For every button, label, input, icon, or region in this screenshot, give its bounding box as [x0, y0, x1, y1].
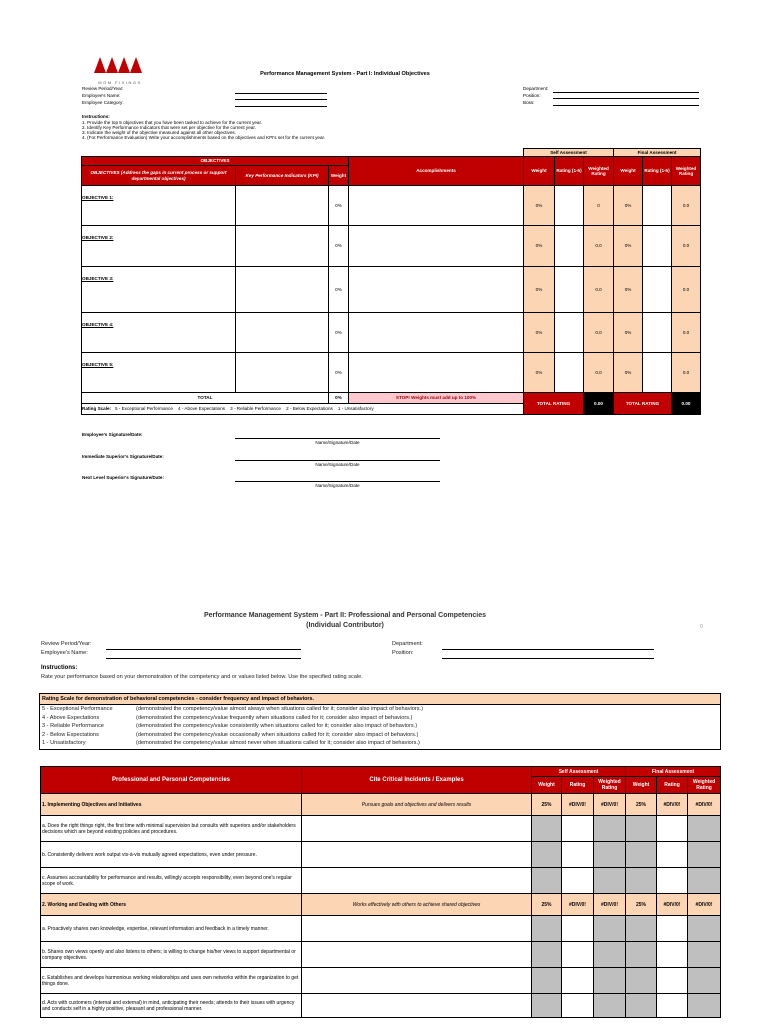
- p2-sa-rating-header: Rating: [562, 777, 594, 794]
- part2-title: Performance Management System - Part II: Professional and Personal Competencies: [203, 612, 487, 619]
- competency-item-text: c. Assumes accountability for performance and results, willingly accepts responsibility, even beyond one's regular scope of work.: [41, 868, 302, 894]
- fa-weighted-cell: [688, 842, 721, 868]
- fa-weighted-cell: [688, 816, 721, 842]
- scale-text-4: (demonstrated the competency/value frequently when situations called for it; consider also impact of behaviors.): [136, 714, 413, 721]
- section-sa-weight: 25%: [532, 794, 562, 816]
- sa-weight-cell: 0%: [524, 353, 555, 393]
- incidents-header: Cite Critical Incidents / Examples: [302, 767, 532, 794]
- sa-weight-cell: [532, 842, 562, 868]
- fa-weighted-cell: 0.0: [672, 353, 701, 393]
- scale-label-4: 4 - Above Expectations: [42, 714, 100, 721]
- objective-label: OBJECTIVE 2:: [82, 235, 114, 240]
- competency-section-row: [41, 894, 721, 916]
- sa-rating-input[interactable]: [562, 994, 594, 1018]
- fa-weighted-cell: 0.0: [672, 313, 701, 353]
- accomplishment-cell[interactable]: [349, 186, 524, 226]
- fa-weight-cell: [626, 816, 657, 842]
- competency-item-row: [41, 868, 721, 894]
- sa-total-rating-value: 0.00: [584, 393, 614, 415]
- scale-text-5: (demonstrated the competency/value almost always when situations called for it; consider also impact of behaviors.): [136, 706, 423, 712]
- superior-signature-line[interactable]: [235, 460, 440, 461]
- section-sa-rating: #DIV/0!: [562, 794, 594, 816]
- sa-weight-cell: [532, 816, 562, 842]
- part2-subtitle: (Individual Contributor): [306, 622, 384, 629]
- kpi-cell[interactable]: [236, 186, 329, 226]
- fa-weighted-cell: 0.0: [672, 226, 701, 267]
- scale-label-3: 3 - Reliable Performance: [42, 723, 104, 729]
- total-weight: 0%: [329, 393, 349, 404]
- sa-rating-cell[interactable]: [555, 186, 584, 226]
- competency-item-text: c. Establishes and develops harmonious working relationships and uses own networks within the organization to get things done.: [41, 968, 302, 994]
- field-review-period-input[interactable]: [235, 93, 327, 94]
- instruction-1: 1. Provide the top 5 objectives that you have been tasked to achieve for the current year.: [82, 120, 263, 125]
- fa-weighted-cell: 0.0: [672, 267, 701, 313]
- sa-rating-header: Rating (1-5): [555, 157, 584, 186]
- accomplishment-cell[interactable]: [349, 267, 524, 313]
- col-weight-header: Weight: [329, 166, 349, 186]
- fa-weight-cell: [626, 968, 657, 994]
- kpi-cell[interactable]: [236, 226, 329, 267]
- rating-scale-3: 3 - Reliable Performance: [230, 406, 281, 412]
- fa-weighted-cell: [688, 994, 721, 1018]
- weight-cell: 0%: [329, 313, 349, 353]
- weight-cell: 0%: [329, 186, 349, 226]
- fa-weighted-cell: [688, 868, 721, 894]
- company-logo: [92, 55, 148, 85]
- sa-weighted-cell: 0.0: [584, 313, 614, 353]
- weight-cell: 0%: [329, 267, 349, 313]
- superior-signature-caption: Name/Signature/Date: [315, 462, 360, 467]
- fa-weight-cell: 0%: [614, 186, 643, 226]
- section-fa-rating: #DIV/0!: [657, 794, 688, 816]
- fa-weight-cell: 0%: [614, 267, 643, 313]
- p2-employee-name-label: Employee's Name:: [41, 650, 88, 656]
- incident-input[interactable]: [302, 994, 532, 1018]
- fa-rating-input[interactable]: [657, 994, 688, 1018]
- employee-signature-caption: Name/Signature/Date: [315, 440, 360, 445]
- next-superior-signature-label: Next Level Superior's Signature/Date:: [82, 475, 165, 480]
- sa-weight-cell: 0%: [524, 226, 555, 267]
- objective-label: OBJECTIVE 4:: [82, 322, 114, 327]
- objective-row: [82, 186, 701, 226]
- p2-fa-weighted-header: Weighted Rating: [688, 777, 721, 794]
- p2-sa-weighted-header: Weighted Rating: [594, 777, 626, 794]
- section-sa-rating: #DIV/0!: [562, 894, 594, 916]
- fa-weight-cell: 0%: [614, 226, 643, 267]
- section-sa-weight: 25%: [532, 894, 562, 916]
- competency-section-row: [41, 794, 721, 816]
- sa-rating-cell[interactable]: [555, 313, 584, 353]
- sa-rating-input[interactable]: [562, 816, 594, 842]
- fa-rating-input[interactable]: [657, 842, 688, 868]
- sa-total-rating-label: TOTAL RATING: [524, 393, 584, 415]
- sa-weighted-cell: [594, 842, 626, 868]
- sa-rating-input[interactable]: [562, 916, 594, 942]
- kpi-cell[interactable]: [236, 353, 329, 393]
- rating-scale-4: 4 - Above Expectations: [178, 406, 226, 412]
- field-employee-name-input[interactable]: [235, 99, 327, 100]
- scale-text-2: (demonstrated the competency/value occasionally when situations called for it; consider also impact of behaviors.): [136, 731, 419, 738]
- sa-rating-cell[interactable]: [555, 267, 584, 313]
- objective-label: OBJECTIVE 3:: [82, 276, 114, 281]
- fa-weight-cell: [626, 942, 657, 968]
- weights-warning: STOP! Weights must add up to 100%: [349, 393, 524, 404]
- fa-rating-cell[interactable]: [643, 313, 672, 353]
- objective-cell[interactable]: [82, 186, 236, 226]
- fa-rating-cell[interactable]: [643, 186, 672, 226]
- fa-weight-cell: [626, 994, 657, 1018]
- objective-label: OBJECTIVE 5:: [82, 362, 114, 367]
- competency-item-text: b. Consistently delivers work output vis-à-vis mutually agreed expectations, even under pressure.: [41, 842, 302, 868]
- fa-weighted-cell: 0.0: [672, 186, 701, 226]
- objective-row: [82, 267, 701, 313]
- part1-title: Performance Management System - Part I: Individual Objectives: [260, 71, 430, 77]
- competency-item-row: [41, 968, 721, 994]
- section-fa-weighted: #DIV/0!: [688, 894, 721, 916]
- weight-cell: 0%: [329, 226, 349, 267]
- sa-weighted-cell: [594, 816, 626, 842]
- fa-rating-input[interactable]: [657, 816, 688, 842]
- competency-item-row: [41, 816, 721, 842]
- sa-weight-cell: [532, 942, 562, 968]
- field-department-input[interactable]: [553, 92, 699, 93]
- competency-item-text: a. Proactively shares own knowledge, expertise, relevant information and feedback in a timely manner.: [41, 916, 302, 942]
- objective-cell[interactable]: [82, 226, 236, 267]
- p2-review-period-input[interactable]: [106, 649, 301, 650]
- fa-weighted-cell: [688, 916, 721, 942]
- scale-label-2: 2 - Below Expectations: [42, 731, 99, 738]
- rating-scale-header: Rating Scale for demonstration of behavioral competencies - consider frequency and impact of behaviors.: [40, 694, 720, 705]
- sa-weight-header: Weight: [524, 157, 555, 186]
- sa-weighted-cell: [594, 942, 626, 968]
- fa-weight-cell: [626, 842, 657, 868]
- field-position-label: Position:: [523, 93, 541, 98]
- next-superior-signature-caption: Name/Signature/Date: [315, 483, 360, 488]
- fa-weighted-header: Weighted Rating: [672, 157, 701, 186]
- competencies-table: [40, 766, 721, 1018]
- sa-weight-cell: 0%: [524, 186, 555, 226]
- section-title: 2. Working and Dealing with Others: [41, 894, 302, 916]
- fa-total-rating-label: TOTAL RATING: [614, 393, 672, 415]
- self-assessment-header: Self Assessment: [524, 149, 614, 157]
- section-title: 1. Implementing Objectives and Initiatives: [41, 794, 302, 816]
- objective-cell[interactable]: [82, 353, 236, 393]
- sa-rating-input[interactable]: [562, 868, 594, 894]
- fa-rating-header: Rating (1-5): [643, 157, 672, 186]
- objective-cell[interactable]: [82, 267, 236, 313]
- competency-item-text: b. Shares own views openly and also listens to others; is willing to change his/her views to support departmental or company objectives.: [41, 942, 302, 968]
- rating-scale-1: 1 - Unsatisfactory: [337, 406, 374, 412]
- p2-position-label: Position:: [392, 650, 414, 656]
- accomplishment-cell[interactable]: [349, 226, 524, 267]
- rating-scale-box: [39, 693, 721, 750]
- sa-weighted-cell: [594, 994, 626, 1018]
- employee-signature-label: Employee's Signature/Date:: [82, 432, 143, 437]
- objective-label: OBJECTIVE 1:: [82, 195, 114, 200]
- instructions-title: Instructions:: [82, 114, 110, 119]
- fa-weighted-cell: [688, 942, 721, 968]
- incident-input[interactable]: [302, 842, 532, 868]
- logo-text: MGM FIXINGS: [98, 80, 142, 85]
- p2-fa-rating-header: Rating: [657, 777, 688, 794]
- section-fa-weight: 25%: [626, 794, 657, 816]
- sa-weighted-cell: 0.0: [584, 267, 614, 313]
- field-position-input[interactable]: [553, 98, 699, 99]
- accomplishment-cell[interactable]: [349, 353, 524, 393]
- fa-weight-header: Weight: [614, 157, 643, 186]
- accomplishment-cell[interactable]: [349, 313, 524, 353]
- competency-item-text: d. Acts with customers (internal and external) in mind, anticipating their needs; attends to their issues with urgency and conducts self in a highly positive, pleasant and professional manner.: [41, 994, 302, 1018]
- rating-scale-2: 2 - Below Expectations: [286, 406, 333, 412]
- section-description: Works effectively with others to achieve shared objectives: [302, 894, 532, 916]
- fa-rating-input[interactable]: [657, 868, 688, 894]
- fa-rating-input[interactable]: [657, 968, 688, 994]
- section-fa-weight: 25%: [626, 894, 657, 916]
- competency-item-row: [41, 842, 721, 868]
- sa-weight-cell: 0%: [524, 267, 555, 313]
- section-description: Pursues goals and objectives and delivers results: [302, 794, 532, 816]
- total-label: TOTAL: [82, 393, 329, 404]
- instruction-3: 3. Indicate the weight of the objective measured against all other objectives.: [82, 130, 236, 135]
- section-fa-weighted: #DIV/0!: [688, 794, 721, 816]
- sa-weight-cell: [532, 994, 562, 1018]
- col-kpi-header: Key Performance Indicators (KPI): [236, 166, 329, 186]
- rating-scale-list: [40, 705, 720, 749]
- objective-row: [82, 313, 701, 353]
- next-superior-signature-line[interactable]: [235, 481, 440, 482]
- kpi-cell[interactable]: [236, 313, 329, 353]
- fa-rating-input[interactable]: [657, 916, 688, 942]
- incident-input[interactable]: [302, 942, 532, 968]
- col-objectives-header: OBJECTIVES (Address the gaps in current process or support departmental objectives): [82, 166, 236, 186]
- employee-signature-line[interactable]: [235, 438, 440, 439]
- p2-instructions-title: Instructions:: [41, 665, 78, 671]
- sa-rating-cell[interactable]: [555, 226, 584, 267]
- scale-text-3: (demonstrated the competency/value consistently when situations called for it; consider also impact of behaviors.): [136, 723, 418, 729]
- field-employee-name-label: Employee's Name:: [82, 93, 121, 98]
- field-employee-category-label: Employee Category:: [82, 100, 124, 105]
- superior-signature-label: Immediate Superior's Signature/Date:: [82, 454, 164, 459]
- sa-rating-cell[interactable]: [555, 353, 584, 393]
- fa-rating-cell[interactable]: [643, 353, 672, 393]
- incident-input[interactable]: [302, 968, 532, 994]
- p2-sa-weight-header: Weight: [532, 777, 562, 794]
- sa-weighted-cell: 0.0: [584, 353, 614, 393]
- sa-rating-input[interactable]: [562, 942, 594, 968]
- sa-weight-cell: [532, 916, 562, 942]
- section-sa-weighted: #DIV/0!: [594, 894, 626, 916]
- sa-weighted-cell: 0: [584, 186, 614, 226]
- p2-department-input[interactable]: [442, 649, 654, 650]
- sa-weight-cell: [532, 968, 562, 994]
- p2-review-period-label: Review Period/Year:: [41, 641, 92, 647]
- incident-input[interactable]: [302, 916, 532, 942]
- p2-department-label: Department:: [392, 641, 423, 647]
- sa-rating-input[interactable]: [562, 968, 594, 994]
- objectives-table: [81, 148, 701, 415]
- p2-self-assessment-header: Self Assessment: [532, 767, 626, 777]
- sa-weighted-cell: [594, 868, 626, 894]
- objectives-header: OBJECTIVES: [82, 157, 349, 166]
- p2-fa-weight-header: Weight: [626, 777, 657, 794]
- fa-weight-cell: 0%: [614, 353, 643, 393]
- sa-weighted-cell: 0.0: [584, 226, 614, 267]
- sa-rating-input[interactable]: [562, 842, 594, 868]
- section-sa-weighted: #DIV/0!: [594, 794, 626, 816]
- p2-instructions-text: Rate your performance based on your demonstration of the competency and or values listed below. Use the specified rating scale.: [41, 674, 363, 680]
- instruction-4: 4. (For Performance Evaluation) Write your accomplishments based on the objectives and KPI's set for the current year.: [82, 135, 326, 140]
- section-fa-rating: #DIV/0!: [657, 894, 688, 916]
- final-assessment-header: Final Assessment: [614, 149, 701, 157]
- fa-weight-cell: 0%: [614, 313, 643, 353]
- kpi-cell[interactable]: [236, 267, 329, 313]
- competency-item-row: [41, 942, 721, 968]
- p2-employee-name-input[interactable]: [106, 658, 301, 659]
- field-boss-input[interactable]: [553, 105, 699, 106]
- fa-weighted-cell: [688, 968, 721, 994]
- rating-scale-5: 5 - Exceptional Performance: [114, 406, 173, 412]
- scale-label-5: 5 - Exceptional Performance: [42, 706, 113, 712]
- incident-input[interactable]: [302, 816, 532, 842]
- fa-total-rating-value: 0.00: [672, 393, 701, 415]
- p2-position-input[interactable]: [442, 658, 654, 659]
- objective-cell[interactable]: [82, 313, 236, 353]
- competency-item-row: [41, 994, 721, 1018]
- fa-weight-cell: [626, 868, 657, 894]
- accomplishments-header: Accomplishments: [349, 157, 524, 186]
- field-boss-label: Boss:: [523, 100, 535, 105]
- competency-item-row: [41, 916, 721, 942]
- instruction-2: 2. Identify Key Performance Indicators that were set per objective for the current year.: [82, 125, 256, 130]
- field-review-period-label: Review Period/Year:: [82, 86, 124, 91]
- fa-rating-input[interactable]: [657, 942, 688, 968]
- fa-rating-cell[interactable]: [643, 267, 672, 313]
- sa-weighted-cell: [594, 916, 626, 942]
- p2-final-assessment-header: Final Assessment: [626, 767, 721, 777]
- scale-text-1: (demonstrated the competency/value almost never when situations called for it; consider also impact of behaviors.): [136, 740, 420, 746]
- fa-rating-cell[interactable]: [643, 226, 672, 267]
- objective-row: [82, 226, 701, 267]
- sa-weight-cell: 0%: [524, 313, 555, 353]
- page-mark: 0: [700, 624, 703, 630]
- competency-item-text: a. Does the right things right, the first time with minimal supervision but consults with superiors and/or stakeholders decisions which are beyond existing policies and procedures.: [41, 816, 302, 842]
- fa-weight-cell: [626, 916, 657, 942]
- competencies-header: Professional and Personal Competencies: [41, 767, 302, 794]
- sa-weighted-cell: [594, 968, 626, 994]
- field-department-label: Department:: [523, 86, 549, 91]
- sa-weight-cell: [532, 868, 562, 894]
- rating-scale-legend: [82, 404, 524, 415]
- sa-weighted-header: Weighted Rating: [584, 157, 614, 186]
- rating-scale-label: Rating Scale:: [82, 406, 112, 412]
- weight-cell: 0%: [329, 353, 349, 393]
- objective-row: [82, 353, 701, 393]
- incident-input[interactable]: [302, 868, 532, 894]
- scale-label-1: 1 - Unsatisfactory: [42, 740, 86, 746]
- field-employee-category-input[interactable]: [235, 106, 327, 107]
